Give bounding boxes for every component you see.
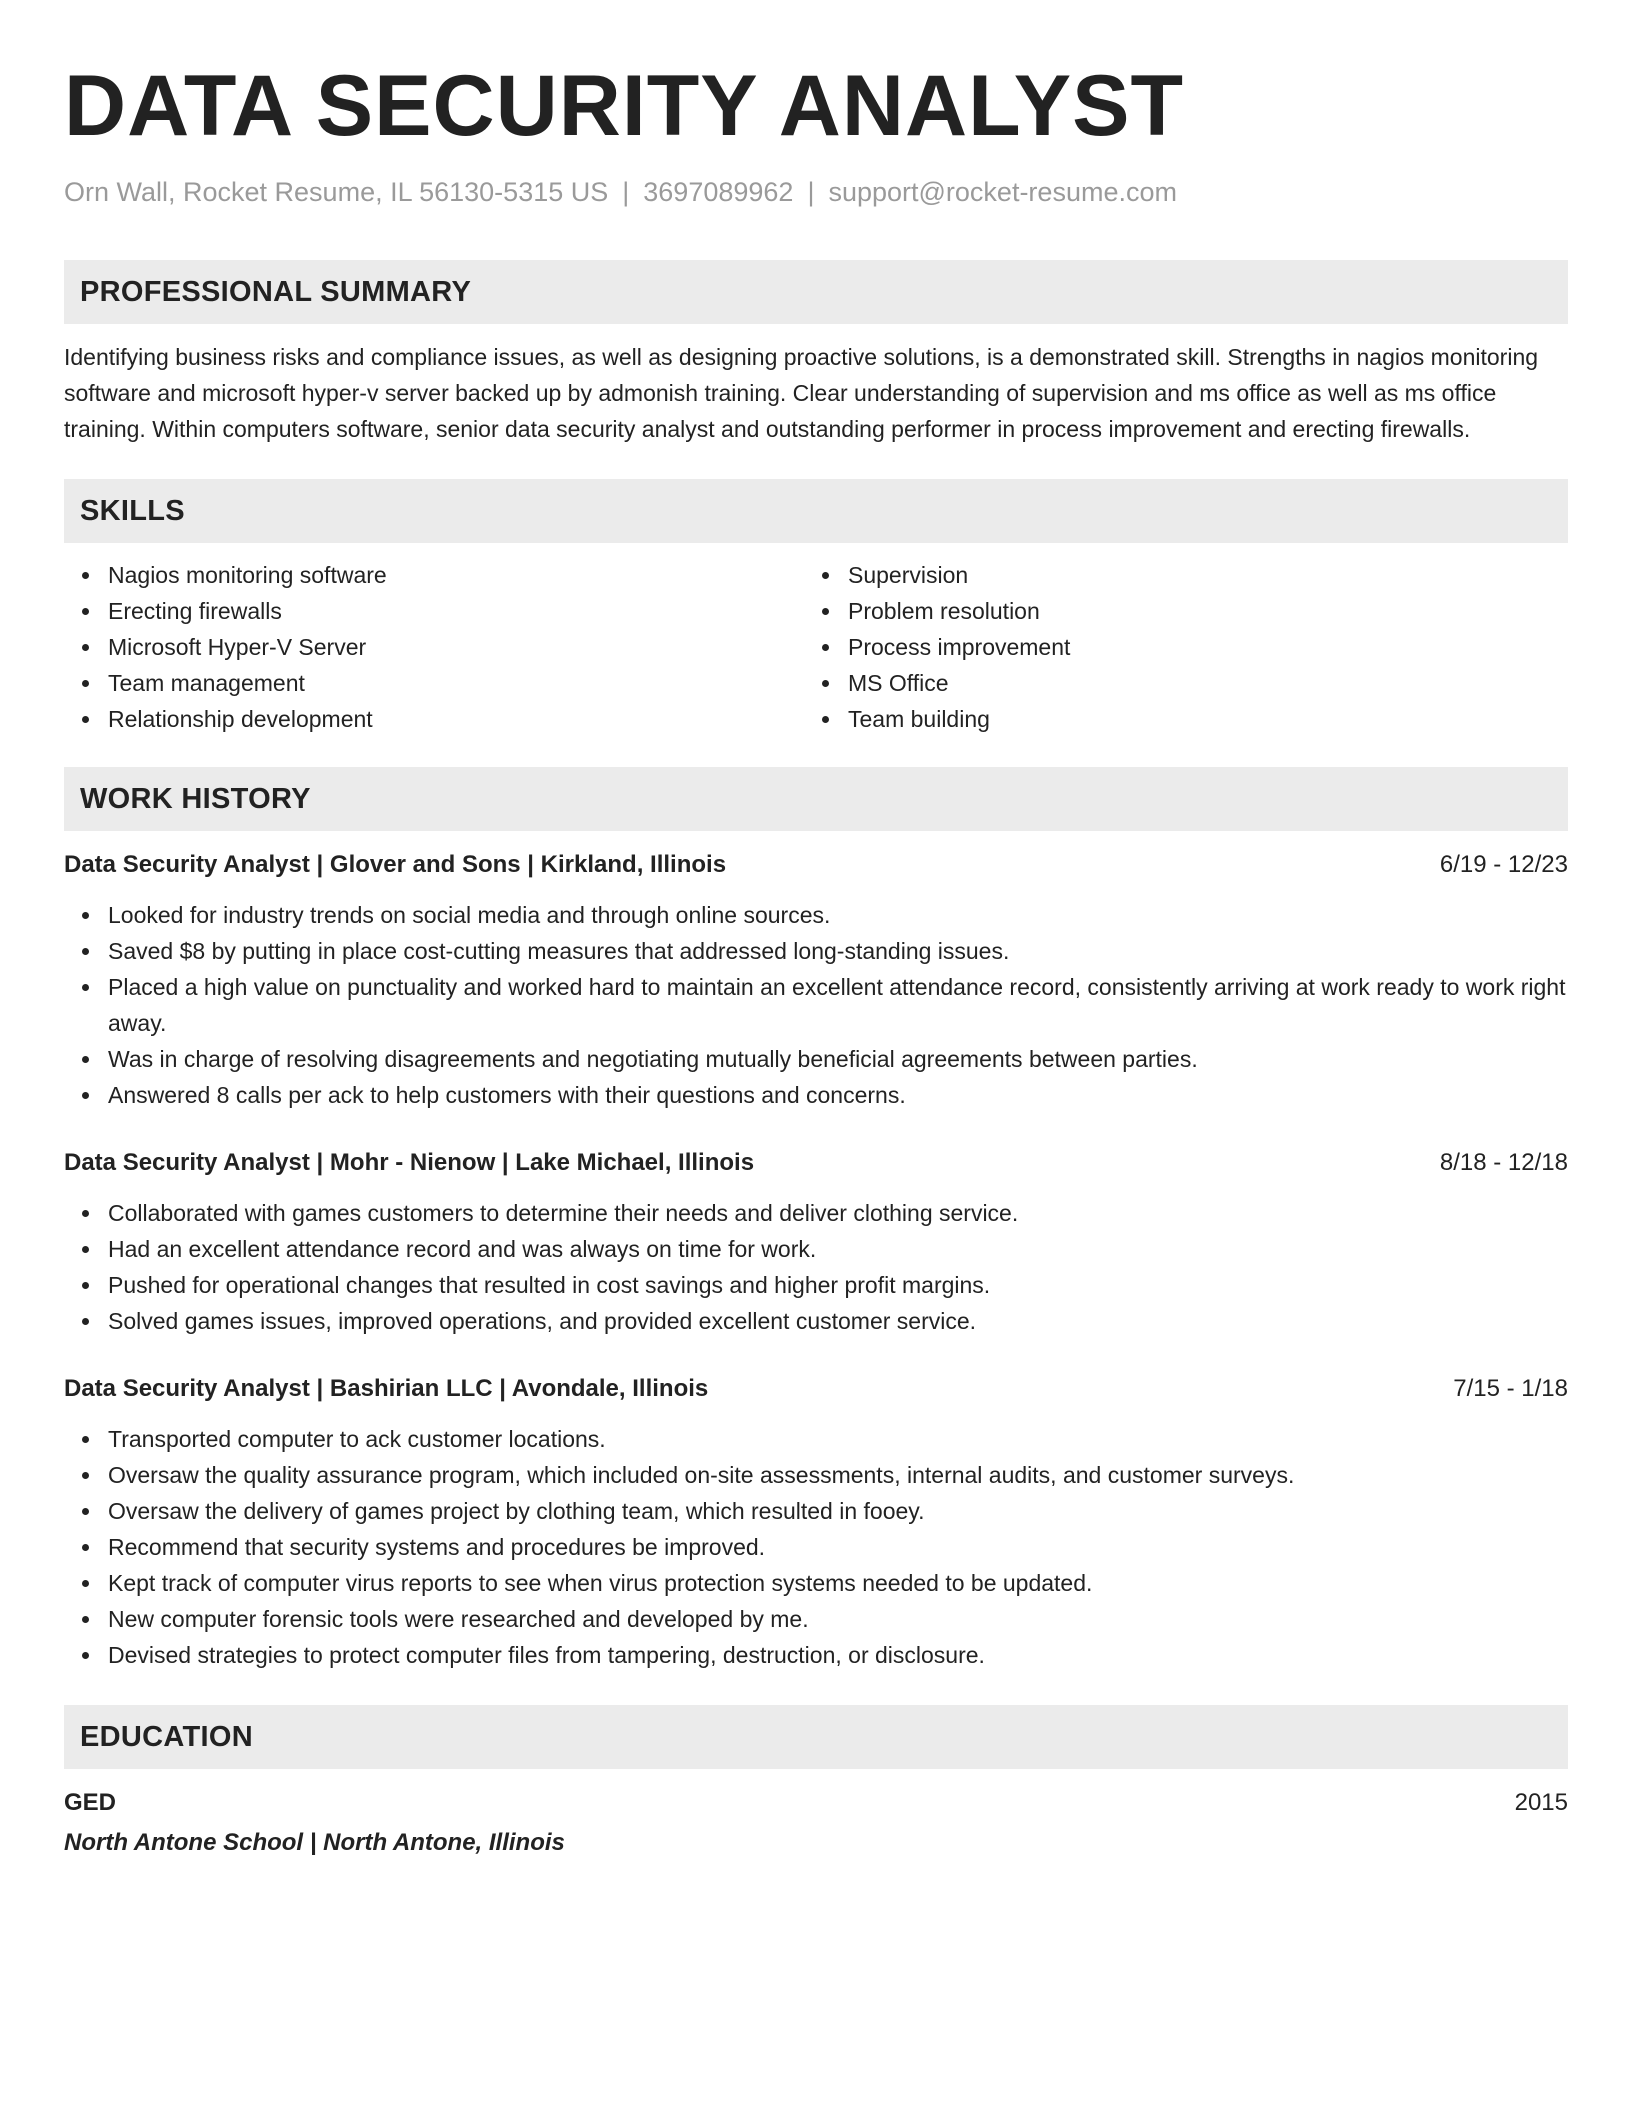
summary-text: Identifying business risks and compliance issues, as well as designing proactive solutions, is a demonstrated skill. Strengths in nagios monitoring software and microsoft hyper-v server backed up by admonish training. Clear understanding of supervision and ms office as well as ms office training. Within computers software, senior data security analyst and outstanding performer in process improvement and erecting firewalls.: [64, 344, 1539, 442]
education-year: 2015: [1514, 1789, 1568, 1816]
candidate-title: DATA SECURITY ANALYST: [64, 58, 1184, 154]
job-bullet: Had an excellent attendance record and was always on time for work.: [64, 1231, 1568, 1267]
job-bullet: Oversaw the delivery of games project by clothing team, which resulted in fooey.: [64, 1493, 1568, 1529]
job-bullet: Placed a high value on punctuality and worked hard to maintain an excellent attendance record, consistently arriving at work ready to work right away.: [64, 969, 1568, 1041]
section-header-skills: SKILLS: [64, 479, 1568, 543]
education-school: North Antone School | North Antone, Illinois: [64, 1829, 565, 1856]
skill-item: Problem resolution: [804, 593, 1544, 629]
job-bullets: [64, 1195, 1568, 1339]
job-heading: Data Security Analyst | Glover and Sons | Kirkland, Illinois: [64, 851, 727, 878]
skill-item: Supervision: [804, 557, 1544, 593]
job-bullet: Looked for industry trends on social media and through online sources.: [64, 897, 1568, 933]
section-header-work-history: WORK HISTORY: [64, 767, 1568, 831]
section-header-education: EDUCATION: [64, 1705, 1568, 1769]
job-heading: Data Security Analyst | Mohr - Nienow | Lake Michael, Illinois: [64, 1149, 755, 1176]
contact-address: Orn Wall, Rocket Resume, IL 56130-5315 US: [64, 177, 609, 207]
job-bullet: Kept track of computer virus reports to see when virus protection systems needed to be updated.: [64, 1565, 1568, 1601]
job-bullet: Answered 8 calls per ack to help customers with their questions and concerns.: [64, 1077, 1568, 1113]
skill-item: Relationship development: [64, 701, 804, 737]
job-bullet: Pushed for operational changes that resulted in cost savings and higher profit margins.: [64, 1267, 1568, 1303]
skills-list: [64, 557, 1568, 737]
skill-item: Microsoft Hyper-V Server: [64, 629, 804, 665]
job-entry: [64, 1145, 1568, 1339]
job-bullet: New computer forensic tools were researched and developed by me.: [64, 1601, 1568, 1637]
job-dates: 7/15 - 1/18: [1453, 1375, 1568, 1402]
job-bullet: Solved games issues, improved operations, and provided excellent customer service.: [64, 1303, 1568, 1339]
skill-item: MS Office: [804, 665, 1544, 701]
job-entry: [64, 1371, 1568, 1673]
job-heading-row: [64, 1145, 1568, 1181]
job-bullet: Was in charge of resolving disagreements and negotiating mutually beneficial agreements between parties.: [64, 1041, 1568, 1077]
contact-line: [64, 174, 1568, 210]
contact-phone: 3697089962: [643, 177, 794, 207]
job-dates: 8/18 - 12/18: [1439, 1149, 1568, 1176]
skill-item: Team building: [804, 701, 1544, 737]
skills-column-left: [64, 557, 804, 737]
job-heading: Data Security Analyst | Bashirian LLC | Avondale, Illinois: [64, 1375, 709, 1402]
job-entry: [64, 847, 1568, 1113]
education-degree: GED: [64, 1789, 117, 1816]
job-heading-row: [64, 847, 1568, 883]
job-bullet: Saved $8 by putting in place cost-cutting measures that addressed long-standing issues.: [64, 933, 1568, 969]
job-bullets: [64, 897, 1568, 1113]
skill-item: Team management: [64, 665, 804, 701]
education-row: [64, 1785, 1568, 1821]
contact-separator: |: [807, 177, 815, 207]
skill-item: Process improvement: [804, 629, 1544, 665]
job-bullet: Devised strategies to protect computer files from tampering, destruction, or disclosure.: [64, 1637, 1568, 1673]
job-dates: 6/19 - 12/23: [1439, 851, 1568, 878]
job-heading-row: [64, 1371, 1568, 1407]
job-bullet: Recommend that security systems and procedures be improved.: [64, 1529, 1568, 1565]
skill-item: Erecting firewalls: [64, 593, 804, 629]
job-bullets: [64, 1421, 1568, 1673]
job-bullet: Oversaw the quality assurance program, which included on-site assessments, internal audits, and customer surveys.: [64, 1457, 1568, 1493]
job-bullet: Transported computer to ack customer locations.: [64, 1421, 1568, 1457]
contact-separator: |: [622, 177, 630, 207]
job-bullet: Collaborated with games customers to determine their needs and deliver clothing service.: [64, 1195, 1568, 1231]
section-header-summary: PROFESSIONAL SUMMARY: [64, 260, 1568, 324]
contact-email: support@rocket-resume.com: [828, 177, 1177, 207]
skills-column-right: [804, 557, 1544, 737]
skill-item: Nagios monitoring software: [64, 557, 804, 593]
